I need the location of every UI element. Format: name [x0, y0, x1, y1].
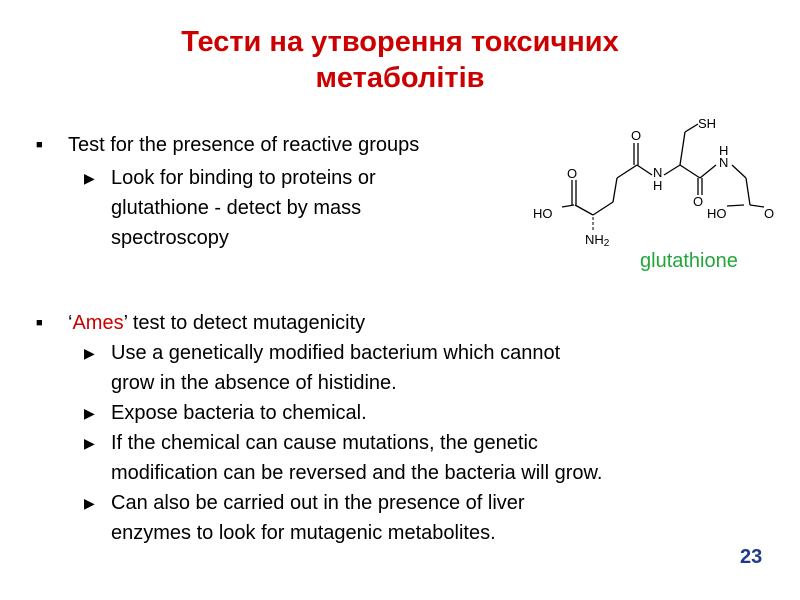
triangle-bullet-icon: ▶: [84, 405, 95, 421]
bullet-line: Use a genetically modified bacterium which cannot: [111, 342, 561, 364]
title-line-1: Тести на утворення токсичних: [181, 26, 619, 58]
atom-label: HO: [707, 206, 727, 221]
triangle-bullet-icon: ▶: [84, 435, 95, 451]
atom-label: N: [653, 165, 663, 180]
atom-label: O: [693, 194, 704, 209]
atom-label: O: [631, 128, 642, 143]
nh-label: NH: [585, 232, 604, 247]
bullet-text: ’ test to detect mutagenicity: [123, 312, 366, 334]
quote-open: ‘: [68, 312, 73, 334]
square-bullet-icon: ■: [36, 139, 43, 151]
title-line-2: метаболітів: [315, 62, 485, 94]
subscript-2: 2: [603, 238, 610, 249]
bullet-line: Can also be carried out in the presence of liver: [111, 492, 525, 514]
atom-label: O: [567, 166, 578, 181]
page-number: 23: [740, 546, 763, 568]
molecule-caption: glutathione: [640, 250, 738, 272]
section-reactive-groups: [36, 130, 556, 253]
bullet-level2: [36, 163, 556, 253]
section-ames-test: [36, 308, 776, 548]
bullet-line: glutathione - detect by mass: [111, 197, 362, 219]
atom-label: SH: [698, 116, 717, 131]
ames-term: Ames: [72, 312, 124, 334]
atom-label: HO: [533, 206, 553, 221]
bullet-level1: [36, 308, 776, 338]
bullet-level1: [36, 130, 556, 160]
atom-label: [585, 232, 610, 249]
bullet-level2: [36, 398, 776, 428]
bullet-level2: [36, 338, 776, 398]
bullet-line: Look for binding to proteins or: [111, 167, 376, 189]
bullet-line: enzymes to look for mutagenic metabolites.: [111, 522, 496, 544]
triangle-bullet-icon: ▶: [84, 495, 95, 511]
square-bullet-icon: ■: [36, 317, 43, 329]
bullet-line: modification can be reversed and the bacteria will grow.: [111, 462, 603, 484]
slide-title: [0, 24, 800, 96]
bullet-level2: [36, 428, 776, 488]
glutathione-structure: [520, 110, 780, 250]
bullet-line: If the chemical can cause mutations, the genetic: [111, 432, 538, 454]
atom-label: O: [764, 206, 775, 221]
bullet-text: Test for the presence of reactive groups: [68, 134, 420, 156]
bullet-line: spectroscopy: [111, 227, 229, 249]
atom-label: H: [653, 178, 663, 193]
molecule-bonds: [562, 124, 764, 215]
atom-label: N: [719, 155, 729, 170]
bullet-line: Expose bacteria to chemical.: [111, 402, 367, 424]
triangle-bullet-icon: ▶: [84, 170, 95, 186]
triangle-bullet-icon: ▶: [84, 345, 95, 361]
atom-label: H: [719, 143, 729, 158]
bullet-line: grow in the absence of histidine.: [111, 372, 397, 394]
bullet-level2: [36, 488, 776, 548]
